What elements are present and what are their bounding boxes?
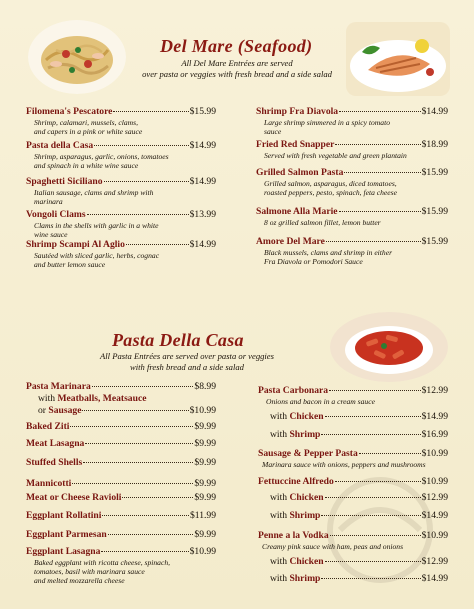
menu-item: Eggplant Parmesan $9.99 [26, 529, 216, 540]
pasta-title: Pasta Della Casa [112, 330, 244, 350]
menu-item: with Shrimp $14.99 [270, 573, 448, 584]
menu-item: Meat Lasagna $9.99 [26, 438, 216, 449]
menu-item: Baked Ziti $9.99 [26, 421, 216, 432]
menu-item: Sausage & Pepper Pasta $10.99 Marinara sauce with onions, peppers and mushrooms [258, 448, 448, 469]
pasta-seafood-photo [28, 20, 126, 94]
pasta-subtitle: All Pasta Entrées are served over pasta or veggies with fresh bread and a side salad [100, 351, 274, 372]
menu-item: Filomena's Pescatore $15.99 Shrimp, calamari, mussels, clams, and capers in a pink or white sauce [26, 106, 216, 137]
menu-item: Fettuccine Alfredo $10.99 [258, 476, 448, 487]
menu-item: with Shrimp $14.99 [270, 510, 448, 521]
menu-item: Fried Red Snapper $18.99 Served with fresh vegetable and green plantain [256, 139, 448, 160]
menu-item: Salmone Alla Marie $15.99 8 oz grilled salmon fillet, lemon butter [256, 206, 448, 227]
seafood-title: Del Mare (Seafood) [160, 36, 313, 56]
menu-item: Penne a la Vodka $10.99 Creamy pink sauce with ham, peas and onions [258, 530, 448, 551]
seafood-subtitle: All Del Mare Entrées are served over pasta or veggies with fresh bread and a side salad [142, 58, 332, 79]
menu-item: Mannicotti $9.99 [26, 478, 216, 489]
menu-item: Amore Del Mare $15.99 Black mussels, clams and shrimp in either Fra Diavola or Pomodori Sauce [256, 236, 448, 267]
menu-item: Eggplant Lasagna $10.99 Baked eggplant with ricotta cheese, spinach, tomatoes, basil with marinara sauce and melted mozzarella cheese [26, 546, 216, 586]
menu-item: Meat or Cheese Ravioli $9.99 [26, 492, 216, 503]
penne-photo [330, 312, 448, 382]
menu-item: Pasta Marinara $8.99 with Meatballs, Meatsauce or Sausage $10.99 [26, 381, 216, 416]
menu-item: Shrimp Fra Diavola $14.99 Large shrimp simmered in a spicy tomato sauce [256, 106, 448, 137]
menu-item: with Shrimp $16.99 [270, 429, 448, 440]
menu-item: Spaghetti Siciliano $14.99 Italian sausage, clams and shrimp with marinara [26, 176, 216, 207]
menu-item: Vongoli Clams $13.99 Clams in the shells with garlic in a white wine sauce [26, 209, 216, 240]
menu-item: Pasta Carbonara $12.99 Onions and bacon in a cream sauce [258, 385, 448, 406]
menu-item: Stuffed Shells $9.99 [26, 457, 216, 468]
menu-item: Eggplant Rollatini $11.99 [26, 510, 216, 521]
menu-item: with Chicken $12.99 [270, 556, 448, 567]
menu-item: with Chicken $12.99 [270, 492, 448, 503]
menu-item: Pasta della Casa $14.99 Shrimp, asparagus, garlic, onions, tomatoes and spinach in a white wine sauce [26, 140, 216, 171]
menu-item: Shrimp Scampi Al Aglio $14.99 Sautéed with sliced garlic, herbs, cognac and butter lemon sauce [26, 239, 216, 270]
menu-item: with Chicken $14.99 [270, 411, 448, 422]
menu-item: Grilled Salmon Pasta $15.99 Grilled salmon, asparagus, diced tomatoes, roasted peppers, pesto, spinach, feta cheese [256, 167, 448, 198]
